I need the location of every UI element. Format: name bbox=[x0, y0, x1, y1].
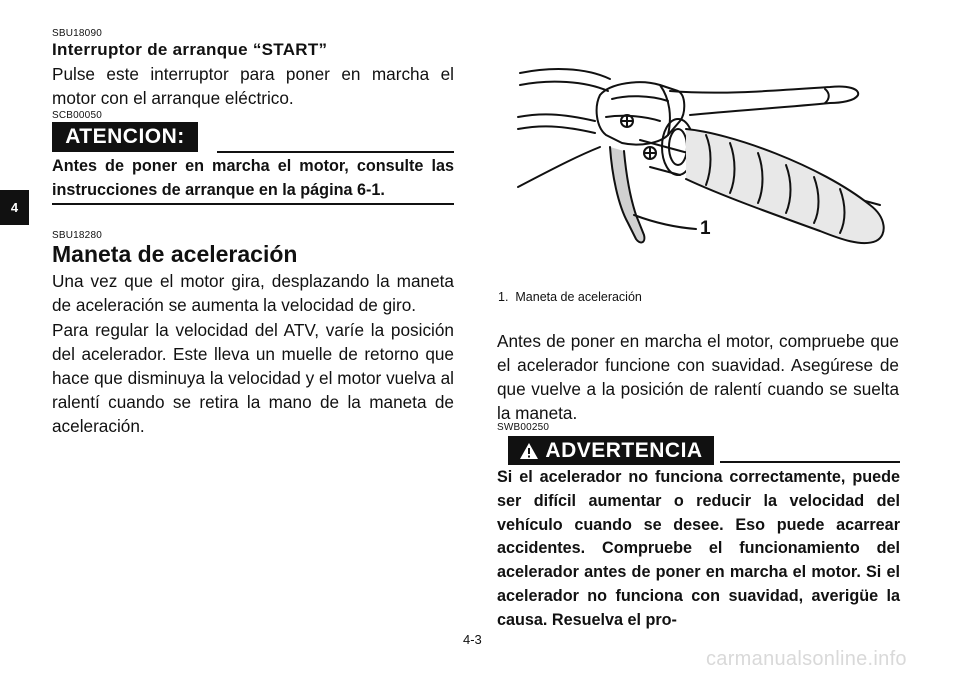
page-number: 4-3 bbox=[463, 632, 482, 647]
section-code: SBU18090 bbox=[52, 28, 102, 39]
caution-rule-top bbox=[217, 151, 454, 153]
warning-text: Si el acelerador no funciona correctamente, puede ser difícil aumentar o reducir la velocidad del vehículo cuando se desee. Eso puede acarrear accidentes. Compruebe el funcionamiento del acelerador antes de poner en marcha el motor. Si el acelerador no funciona con suavidad, averigüe la causa. Resuelva el pro- bbox=[497, 468, 900, 629]
figure-caption bbox=[498, 290, 642, 304]
section-code: SBU18280 bbox=[52, 230, 102, 241]
caution-code: SCB00050 bbox=[52, 110, 102, 121]
warning-label-text: ADVERTENCIA bbox=[545, 438, 703, 462]
caution-label-text: ATENCION: bbox=[65, 125, 185, 148]
section-heading: Maneta de aceleración bbox=[52, 241, 298, 267]
caption-text: Maneta de aceleración bbox=[515, 290, 642, 304]
figure-callout: 1 bbox=[700, 218, 711, 239]
chapter-tab: 4 bbox=[0, 190, 29, 225]
warning-label bbox=[508, 436, 714, 465]
caution-rule-bottom bbox=[52, 203, 454, 205]
paragraph: Pulse este interruptor para poner en marcha el motor con el arranque eléctrico. bbox=[52, 64, 454, 108]
caution-label bbox=[52, 122, 198, 152]
caution-text: Antes de poner en marcha el motor, consulte las instrucciones de arranque en la página 6-1. bbox=[52, 157, 454, 199]
paragraph: Antes de poner en marcha el motor, compruebe que el acelerador funcione con suavidad. Asegúrese de que vuelve a la posición de ralentí cuando se suelta la maneta. bbox=[497, 331, 899, 423]
paragraph: Una vez que el motor gira, desplazando la maneta de aceleración se aumenta la velocidad de giro. bbox=[52, 271, 454, 315]
watermark: carmanualsonline.info bbox=[706, 648, 907, 670]
warning-triangle-icon bbox=[519, 442, 539, 460]
section-heading: Interruptor de arranque “START” bbox=[52, 40, 328, 59]
warning-rule-top bbox=[720, 461, 900, 463]
paragraph: Para regular la velocidad del ATV, varíe la posición del acelerador. Este lleva un muelle de retorno que hace que disminuya la velocidad y el motor vuelva al ralentí cuando se retira la mano de la maneta de aceleración. bbox=[52, 320, 454, 436]
warning-code: SWB00250 bbox=[497, 422, 550, 433]
caption-number: 1. bbox=[498, 290, 509, 304]
